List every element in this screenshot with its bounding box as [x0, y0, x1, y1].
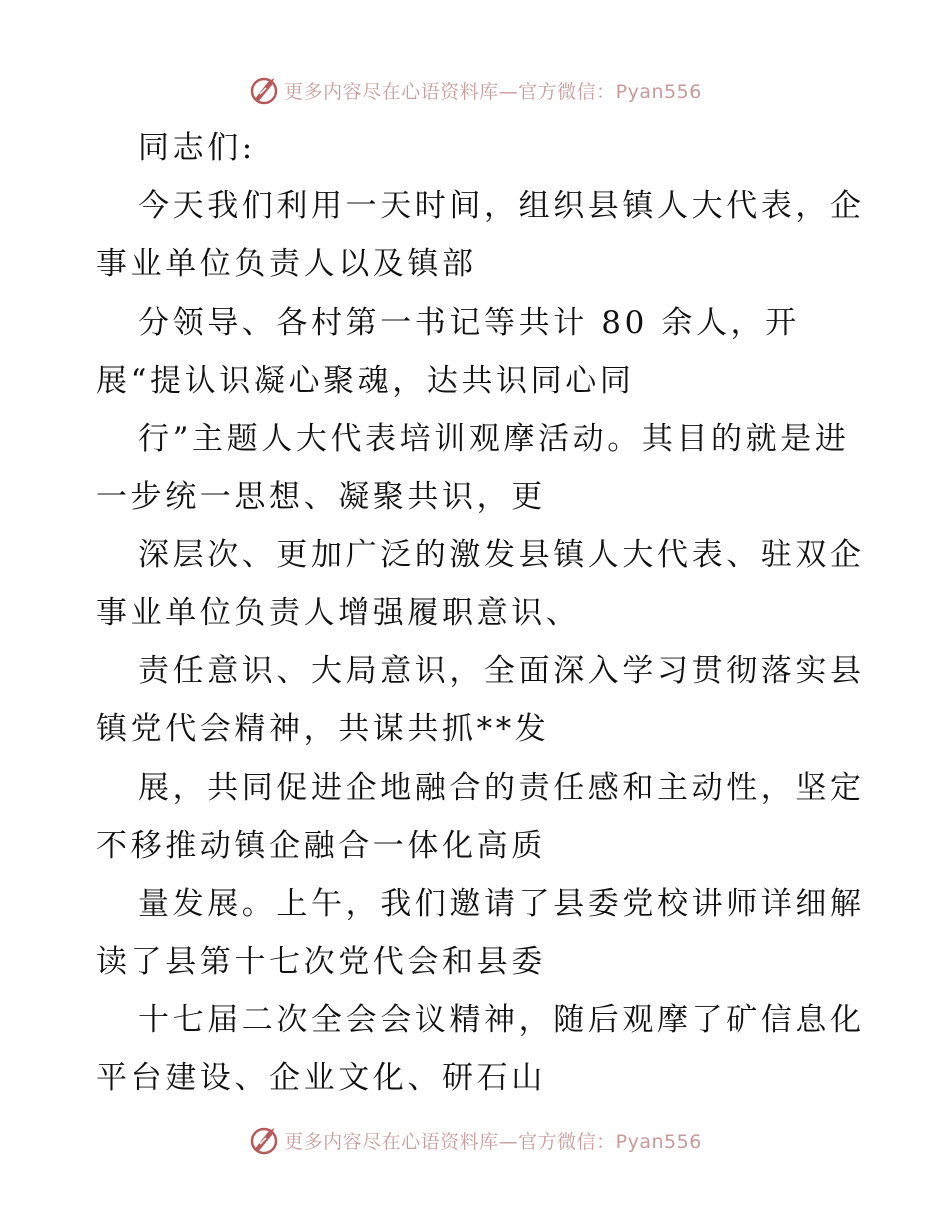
text-line: 事业单位负责人以及镇部 — [96, 246, 477, 282]
text-line: 分领导、各村第一书记等共计 80 余人，开 — [138, 305, 800, 341]
text-line: 不移推动镇企融合一体化高质 — [96, 828, 546, 864]
text-line: 一步统一思想、凝聚共识，更 — [96, 479, 546, 515]
text-line: 行”主题人大代表培训观摩活动。其目的就是进 — [138, 421, 850, 457]
text-line: 展，共同促进企地融合的责任感和主动性，坚定 — [138, 770, 865, 806]
text-line: 量发展。上午，我们邀请了县委党校讲师详细解 — [138, 886, 865, 922]
watermark-text: 更多内容尽在心语资料库—官方微信：Pyan556 — [284, 1130, 702, 1153]
text-line: 镇党代会精神，共谋共抓**发 — [96, 711, 550, 747]
text-line: 十七届二次全会会议精神，随后观摩了矿信息化 — [138, 1002, 865, 1038]
text-line: 读了县第十七次党代会和县委 — [96, 944, 546, 980]
text-line: 展“提认识凝心聚魂，达共识同心同 — [96, 363, 635, 399]
header-watermark-banner — [0, 70, 950, 110]
footer-watermark-banner — [0, 1120, 950, 1160]
pen-nib-seal-icon — [248, 74, 280, 106]
text-line: 事业单位负责人增强履职意识、 — [96, 595, 581, 631]
watermark-text: 更多内容尽在心语资料库—官方微信：Pyan556 — [284, 80, 702, 103]
text-line: 深层次、更加广泛的激发县镇人大代表、驻双企 — [138, 537, 865, 573]
text-line: 责任意识、大局意识，全面深入学习贯彻落实县 — [138, 653, 865, 689]
text-line: 同志们: — [138, 130, 256, 166]
text-line: 平台建设、企业文化、研石山 — [96, 1060, 546, 1096]
text-line: 今天我们利用一天时间，组织县镇人大代表，企 — [138, 188, 865, 224]
pen-nib-seal-icon — [248, 1124, 280, 1156]
